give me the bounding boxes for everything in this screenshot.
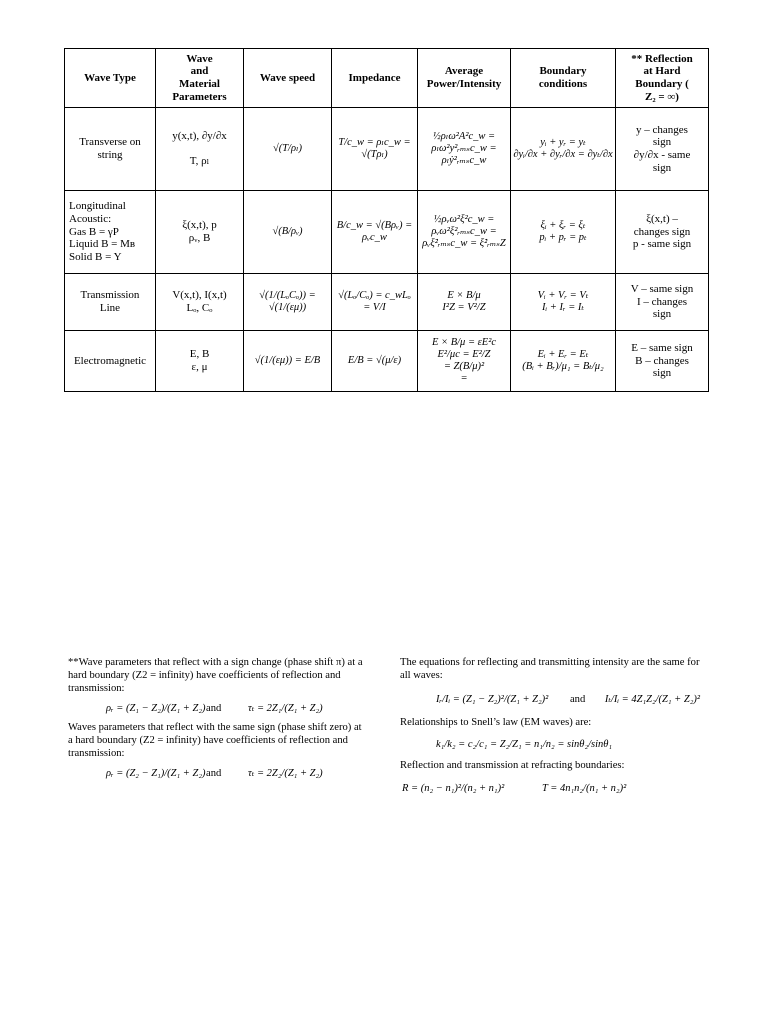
header-wave-speed: Wave speed <box>244 49 332 108</box>
reflection-coefficient-eq: ρᵣ = (Z₁ − Z₂)/(Z₁ + Z₂) <box>106 702 206 714</box>
snell-law-eq: k₁/k₂ = c₂/c₁ = Z₂/Z₁ = n₁/n₂ = sinθ₂/sinθ₁ <box>436 738 613 750</box>
header-wave-type: Wave Type <box>65 49 156 108</box>
cell-boundary: yᵢ + yᵣ = yₜ ∂yᵢ/∂x + ∂yᵣ/∂x = ∂yₜ/∂x <box>511 108 616 191</box>
transmission-coefficient-eq: τₜ = 2Z₂/(Z₁ + Z₂) <box>248 767 323 779</box>
equation-row <box>68 695 368 721</box>
reflectance-eq: R = (n₂ − n₁)²/(n₂ + n₁)² <box>402 782 505 794</box>
cell-impedance: E/B = √(μ/ε) <box>332 331 418 392</box>
table-row <box>65 274 709 331</box>
cell-power: E × B/μ I²Z = V²/Z <box>418 274 511 331</box>
header-power: Average Power/Intensity <box>418 49 511 108</box>
cell-reflection: y – changes sign ∂y/∂x - same sign <box>616 108 709 191</box>
equation-row <box>400 682 700 716</box>
cell-speed: √(1/(εμ)) = E/B <box>244 331 332 392</box>
and-label: and <box>569 693 586 705</box>
cell-speed: √(B/ρᵥ) <box>244 191 332 274</box>
equation-row <box>400 772 700 804</box>
cell-params: V(x,t), I(x,t) Lₒ, Cₒ <box>156 274 244 331</box>
table-row <box>65 331 709 392</box>
notes-right <box>400 656 700 804</box>
cell-impedance: B/c_w = √(Bρᵥ) = ρᵥc_w <box>332 191 418 274</box>
note-refracting: Reflection and transmission at refracting boundaries: <box>400 760 625 771</box>
intensity-transmission-eq: Iₜ/Iᵢ = 4Z₁Z₂/(Z₁ + Z₂)² <box>604 693 700 705</box>
reflection-coefficient-eq: ρᵣ = (Z₂ − Z₁)/(Z₁ + Z₂) <box>106 767 206 779</box>
header-impedance: Impedance <box>332 49 418 108</box>
cell-speed: √(T/ρₗ) <box>244 108 332 191</box>
cell-boundary: Eᵢ + Eᵣ = Eₜ (Bᵢ + Bᵣ)/μ₁ = Bₜ/μ₂ <box>511 331 616 392</box>
cell-params: ξ(x,t), p ρᵥ, B <box>156 191 244 274</box>
cell-wave-type: Transmission Line <box>65 274 156 331</box>
cell-boundary: Vᵢ + Vᵣ = Vₜ Iᵢ + Iᵣ = Iₜ <box>511 274 616 331</box>
cell-power: E × B/μ = εE²c E²/μc = E²/Z = Z(B/μ)² = <box>418 331 511 392</box>
table-row <box>65 108 709 191</box>
header-parameters: Wave and Material Parameters <box>156 49 244 108</box>
note-snell: Relationships to Snell’s law (EM waves) are: <box>400 717 592 728</box>
cell-reflection: ξ(x,t) – changes sign p - same sign <box>616 191 709 274</box>
transmission-coefficient-eq: τₜ = 2Z₁/(Z₁ + Z₂) <box>248 702 323 714</box>
cell-impedance: T/c_w = ρₗc_w = √(Tρₗ) <box>332 108 418 191</box>
cell-reflection: E – same sign B – changes sign <box>616 331 709 392</box>
header-boundary: Boundary conditions <box>511 49 616 108</box>
table-row <box>65 191 709 274</box>
cell-impedance: √(Lₒ/Cₒ) = c_wLₒ = V/I <box>332 274 418 331</box>
and-label: and <box>206 767 222 779</box>
cell-params: y(x,t), ∂y/∂x T, ρₗ <box>156 108 244 191</box>
transmittance-eq: T = 4n₁n₂/(n₁ + n₂)² <box>542 782 627 794</box>
table-header-row <box>65 49 709 108</box>
cell-reflection: V – same sign I – changes sign <box>616 274 709 331</box>
and-label: and <box>206 702 222 714</box>
equation-row <box>400 729 700 759</box>
note-same-sign: Waves parameters that reflect with the same sign (phase shift zero) at a hard boundary (Z2 = infinity) have coefficients of reflection and transmission: <box>68 722 362 759</box>
cell-wave-type: Electromagnetic <box>65 331 156 392</box>
cell-wave-type: Transverse on string <box>65 108 156 191</box>
note-intensity: The equations for reflecting and transmitting intensity are the same for all waves: <box>400 657 700 681</box>
cell-wave-type: Longitudinal Acoustic: Gas B = γP Liquid B = Mв Solid B = Y <box>65 191 156 274</box>
note-sign-change: **Wave parameters that reflect with a sign change (phase shift π) at a hard boundary (Z2 = infinity) have coefficients of reflection and transmission: <box>68 657 363 694</box>
intensity-reflection-eq: Iᵣ/Iᵢ = (Z₁ − Z₂)²/(Z₁ + Z₂)² <box>436 693 549 705</box>
wave-properties-table <box>64 48 709 392</box>
cell-power: ½ρᵥω²ξ²c_w = ρᵥω²ξ²ᵣₘₛc_w = ρᵥξ̇²ᵣₘₛc_w = ξ̇²ᵣₘₛZ <box>418 191 511 274</box>
header-reflection: ** Reflection at Hard Boundary ( Z₂ = ∞) <box>616 49 709 108</box>
cell-power: ½ρₗω²A²c_w = ρₗω²y²ᵣₘₛc_w = ρₗẏ²ᵣₘₛc_w <box>418 108 511 191</box>
equation-row <box>68 760 368 786</box>
notes-left <box>68 656 368 786</box>
cell-boundary: ξᵢ + ξᵣ = ξₜ pᵢ + pᵣ = pₜ <box>511 191 616 274</box>
cell-params: E, B ε, μ <box>156 331 244 392</box>
cell-speed: √(1/(LₒCₒ)) = √(1/(εμ)) <box>244 274 332 331</box>
